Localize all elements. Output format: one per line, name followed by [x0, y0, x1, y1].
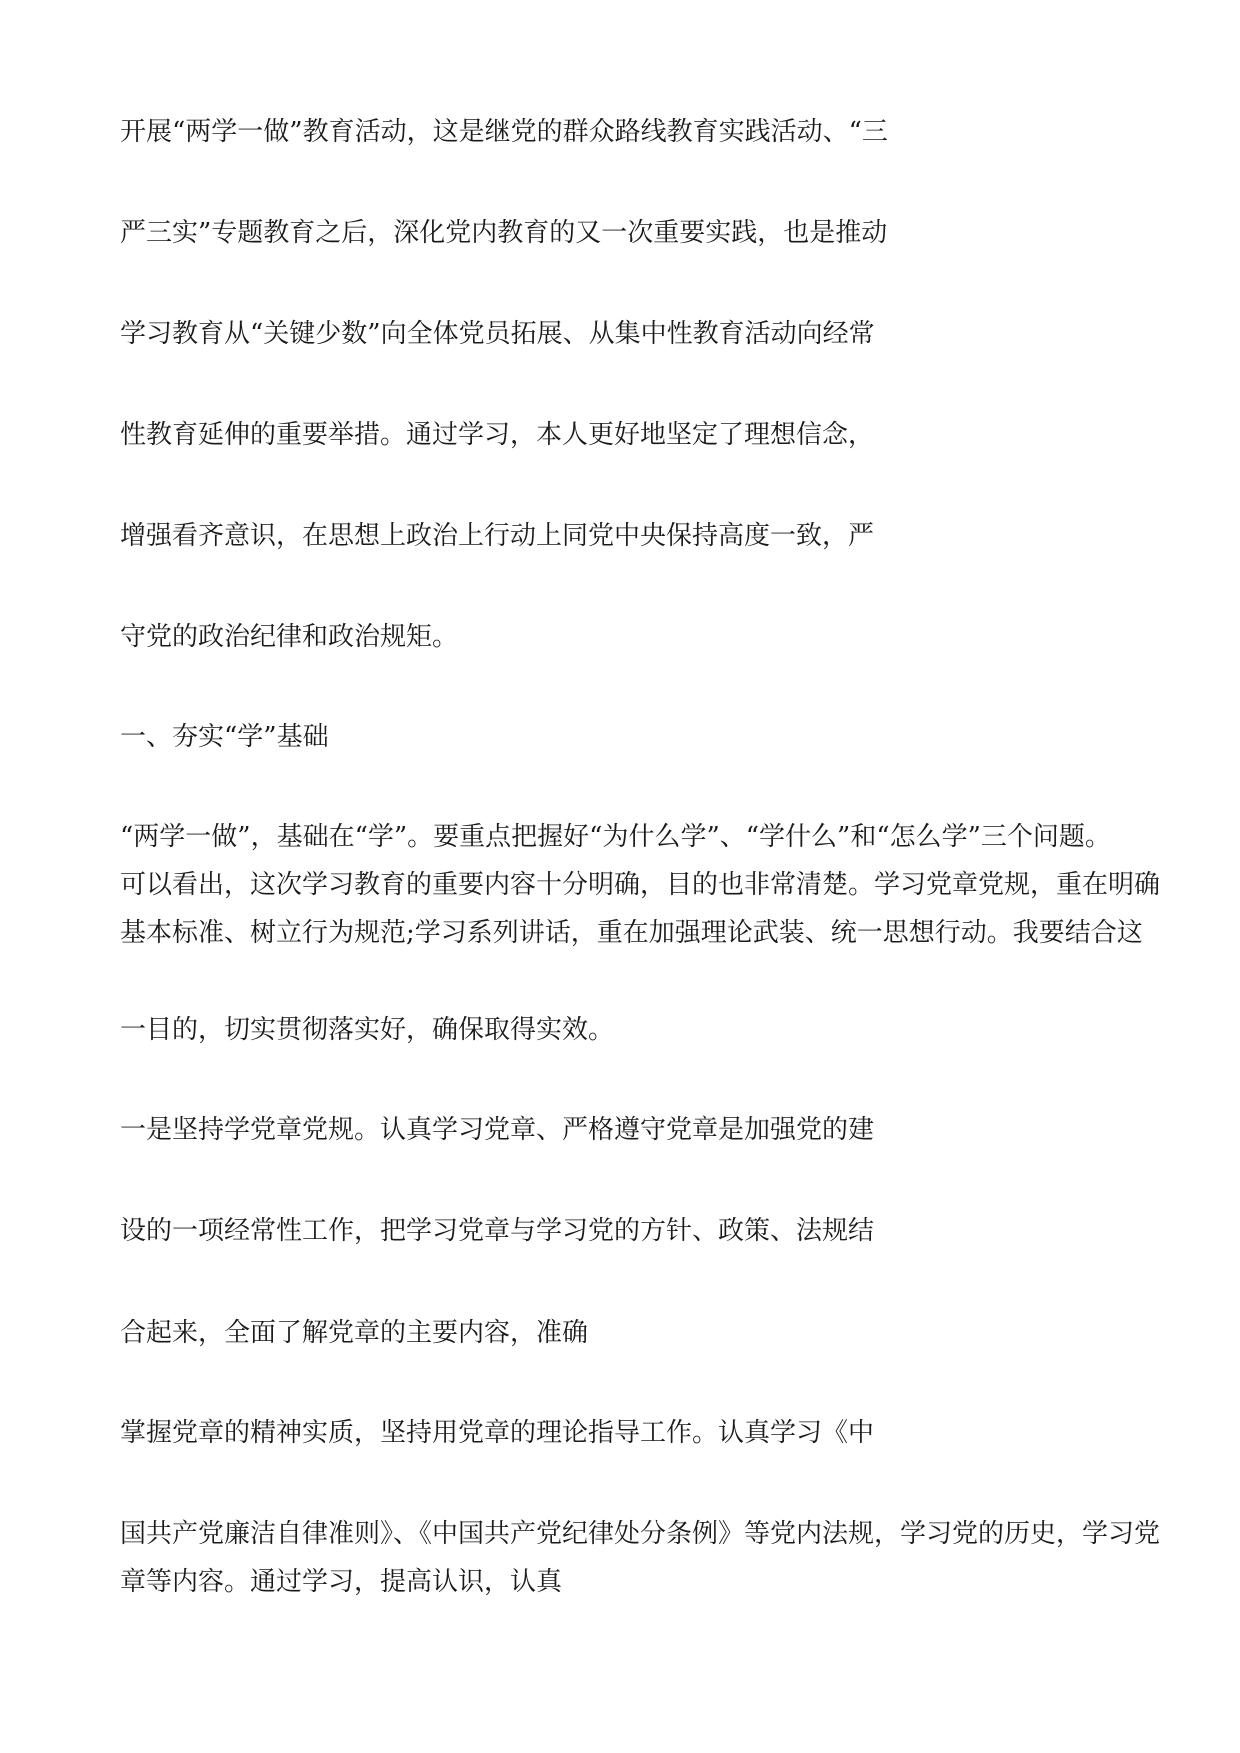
paragraph-line: 学习教育从“关键少数”向全体党员拓展、从集中性教育活动向经常 [120, 319, 875, 349]
paragraph-line: 基本标准、树立行为规范;学习系列讲话，重在加强理论武装、统一思想行动。我要结合这 [120, 918, 1143, 948]
section-heading: 一、夯实“学”基础 [120, 722, 329, 752]
paragraph-line: 守党的政治纪律和政治规矩。 [120, 622, 459, 652]
paragraph-line: 严三实”专题教育之后，深化党内教育的又一次重要实践，也是推动 [120, 218, 888, 248]
paragraph-line: 章等内容。通过学习，提高认识，认真 [120, 1567, 563, 1597]
paragraph-line: 一目的，切实贯彻落实好，确保取得实效。 [120, 1015, 615, 1045]
paragraph-line: 合起来，全面了解党章的主要内容，准确 [120, 1318, 589, 1348]
paragraph-line: 性教育延伸的重要举措。通过学习，本人更好地坚定了理想信念， [120, 420, 875, 450]
paragraph-line: 设的一项经常性工作，把学习党章与学习党的方针、政策、法规结 [120, 1216, 875, 1246]
paragraph-line: 增强看齐意识，在思想上政治上行动上同党中央保持高度一致，严 [120, 521, 875, 551]
paragraph-line: “两学一做”，基础在“学”。要重点把握好“为什么学”、“学什么”和“怎么学”三个问题。 [120, 822, 1111, 852]
paragraph-line: 掌握党章的精神实质，坚持用党章的理论指导工作。认真学习《中 [120, 1418, 875, 1448]
paragraph-line: 国共产党廉洁自律准则》、《中国共产党纪律处分条例》等党内法规，学习党的历史，学习党 [120, 1519, 1161, 1549]
paragraph-line: 一是坚持学党章党规。认真学习党章、严格遵守党章是加强党的建 [120, 1115, 875, 1145]
paragraph-line: 可以看出，这次学习教育的重要内容十分明确，目的也非常清楚。学习党章党规，重在明确 [120, 870, 1161, 900]
paragraph-line: 开展“两学一做”教育活动，这是继党的群众路线教育实践活动、“三 [120, 117, 888, 147]
